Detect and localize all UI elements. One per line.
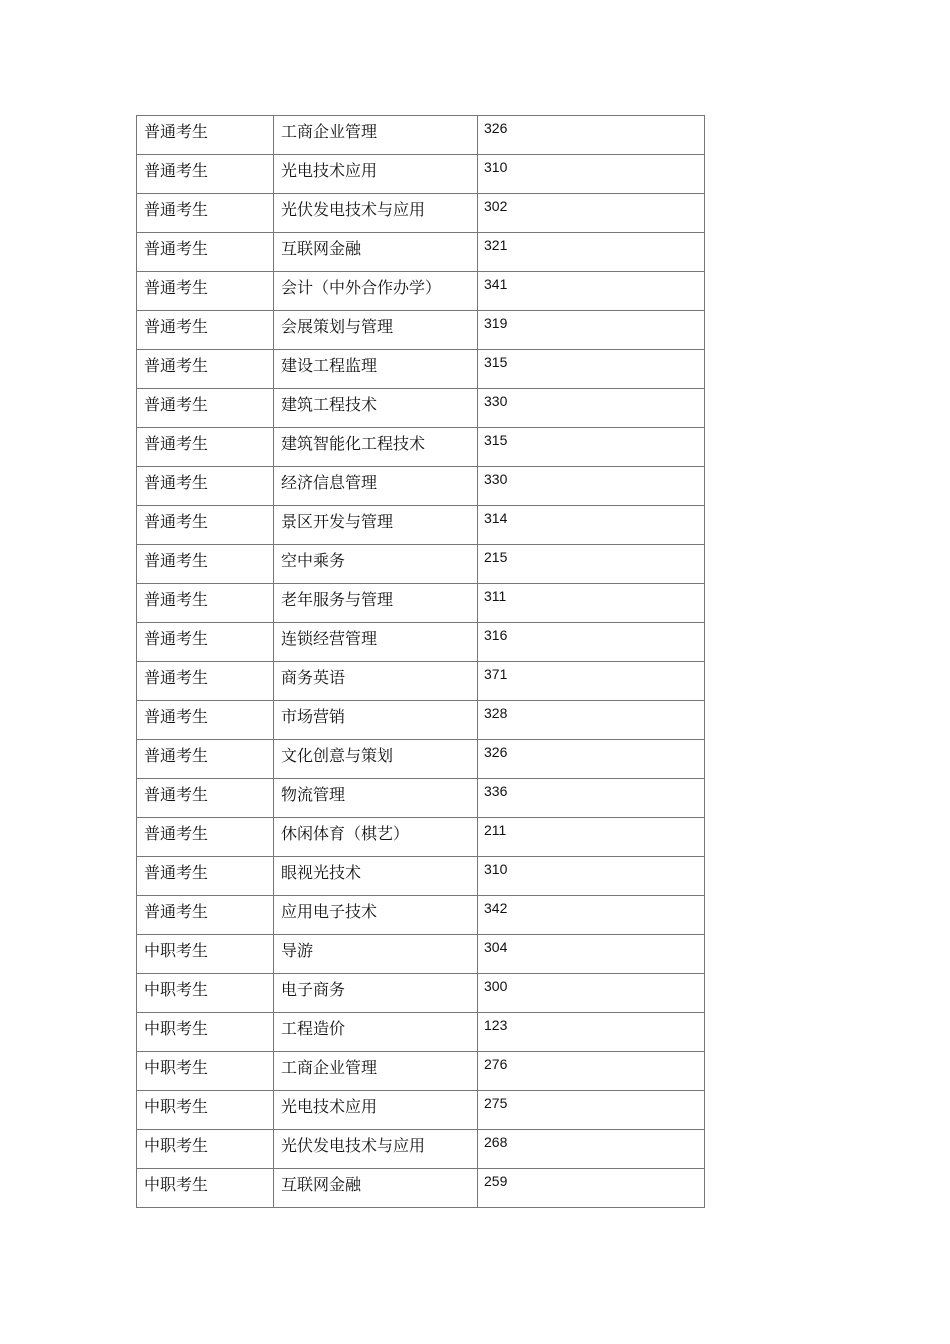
score-cell <box>478 116 705 155</box>
table-row <box>137 662 705 701</box>
score-text: 336 <box>484 783 508 799</box>
major-cell <box>274 194 478 233</box>
candidate-type-text: 普通考生 <box>144 551 209 570</box>
score-text: 311 <box>484 588 507 604</box>
score-cell <box>478 662 705 701</box>
table-row <box>137 623 705 662</box>
score-cell <box>478 935 705 974</box>
major-text: 工商企业管理 <box>281 1058 378 1077</box>
candidate-type-cell <box>137 818 274 857</box>
major-text: 建筑智能化工程技术 <box>281 434 426 453</box>
major-text: 互联网金融 <box>281 239 362 258</box>
candidate-type-cell <box>137 779 274 818</box>
major-cell <box>274 1052 478 1091</box>
candidate-type-cell <box>137 350 274 389</box>
candidate-type-text: 普通考生 <box>144 434 209 453</box>
candidate-type-cell <box>137 506 274 545</box>
score-cell <box>478 1052 705 1091</box>
candidate-type-text: 普通考生 <box>144 356 209 375</box>
score-cell <box>478 545 705 584</box>
major-text: 工商企业管理 <box>281 122 378 141</box>
candidate-type-text: 中职考生 <box>144 1097 209 1116</box>
score-cell <box>478 194 705 233</box>
major-text: 老年服务与管理 <box>281 590 394 609</box>
major-text: 休闲体育（棋艺） <box>281 824 410 843</box>
major-text: 应用电子技术 <box>281 902 378 921</box>
major-cell <box>274 1091 478 1130</box>
score-text: 330 <box>484 393 508 409</box>
score-text: 259 <box>484 1173 508 1189</box>
major-cell <box>274 506 478 545</box>
major-cell <box>274 701 478 740</box>
score-text: 310 <box>484 861 508 877</box>
table-row <box>137 935 705 974</box>
score-cell <box>478 701 705 740</box>
candidate-type-cell <box>137 272 274 311</box>
candidate-type-text: 普通考生 <box>144 785 209 804</box>
table-row <box>137 194 705 233</box>
score-cell <box>478 350 705 389</box>
score-table <box>136 115 705 1208</box>
score-text: 315 <box>484 354 508 370</box>
candidate-type-cell <box>137 1013 274 1052</box>
major-text: 互联网金融 <box>281 1175 362 1194</box>
table-row <box>137 350 705 389</box>
score-cell <box>478 779 705 818</box>
major-text: 眼视光技术 <box>281 863 362 882</box>
major-text: 文化创意与策划 <box>281 746 394 765</box>
score-text: 302 <box>484 198 508 214</box>
candidate-type-text: 普通考生 <box>144 239 209 258</box>
candidate-type-text: 普通考生 <box>144 473 209 492</box>
candidate-type-text: 普通考生 <box>144 707 209 726</box>
score-cell <box>478 311 705 350</box>
score-cell <box>478 1130 705 1169</box>
table-row <box>137 155 705 194</box>
candidate-type-text: 中职考生 <box>144 1175 209 1194</box>
candidate-type-text: 中职考生 <box>144 1136 209 1155</box>
score-cell <box>478 233 705 272</box>
table-row <box>137 545 705 584</box>
score-text: 315 <box>484 432 508 448</box>
score-text: 123 <box>484 1017 508 1033</box>
major-cell <box>274 233 478 272</box>
candidate-type-text: 普通考生 <box>144 161 209 180</box>
score-cell <box>478 428 705 467</box>
candidate-type-cell <box>137 1052 274 1091</box>
score-cell <box>478 584 705 623</box>
major-cell <box>274 1169 478 1208</box>
score-text: 268 <box>484 1134 508 1150</box>
major-text: 商务英语 <box>281 668 346 687</box>
candidate-type-cell <box>137 155 274 194</box>
score-cell <box>478 896 705 935</box>
score-cell <box>478 623 705 662</box>
score-text: 316 <box>484 627 508 643</box>
score-text: 314 <box>484 510 508 526</box>
major-cell <box>274 1013 478 1052</box>
candidate-type-text: 普通考生 <box>144 746 209 765</box>
table-row <box>137 311 705 350</box>
major-cell <box>274 428 478 467</box>
major-cell <box>274 779 478 818</box>
candidate-type-cell <box>137 1091 274 1130</box>
major-cell <box>274 467 478 506</box>
table-row <box>137 974 705 1013</box>
major-cell <box>274 584 478 623</box>
major-text: 光电技术应用 <box>281 1097 378 1116</box>
score-text: 341 <box>484 276 508 292</box>
candidate-type-text: 普通考生 <box>144 824 209 843</box>
major-cell <box>274 974 478 1013</box>
score-text: 342 <box>484 900 508 916</box>
major-text: 工程造价 <box>281 1019 346 1038</box>
candidate-type-text: 中职考生 <box>144 1058 209 1077</box>
score-text: 211 <box>484 822 507 838</box>
major-text: 会展策划与管理 <box>281 317 394 336</box>
score-cell <box>478 1091 705 1130</box>
score-cell <box>478 818 705 857</box>
major-text: 电子商务 <box>281 980 346 999</box>
candidate-type-cell <box>137 233 274 272</box>
table-row <box>137 1052 705 1091</box>
candidate-type-cell <box>137 545 274 584</box>
candidate-type-cell <box>137 1169 274 1208</box>
score-cell <box>478 974 705 1013</box>
major-text: 光伏发电技术与应用 <box>281 1136 426 1155</box>
score-cell <box>478 155 705 194</box>
candidate-type-cell <box>137 584 274 623</box>
score-text: 275 <box>484 1095 508 1111</box>
major-text: 市场营销 <box>281 707 346 726</box>
score-text: 330 <box>484 471 508 487</box>
score-text: 300 <box>484 978 508 994</box>
major-text: 建设工程监理 <box>281 356 378 375</box>
major-cell <box>274 896 478 935</box>
candidate-type-cell <box>137 623 274 662</box>
table-row <box>137 818 705 857</box>
candidate-type-cell <box>137 896 274 935</box>
candidate-type-text: 普通考生 <box>144 668 209 687</box>
candidate-type-text: 普通考生 <box>144 902 209 921</box>
table-row <box>137 389 705 428</box>
major-text: 会计（中外合作办学） <box>281 278 442 297</box>
candidate-type-cell <box>137 389 274 428</box>
table-body <box>137 116 705 1208</box>
score-text: 215 <box>484 549 508 565</box>
candidate-type-text: 中职考生 <box>144 941 209 960</box>
major-cell <box>274 272 478 311</box>
candidate-type-cell <box>137 116 274 155</box>
major-text: 导游 <box>281 941 314 960</box>
major-text: 经济信息管理 <box>281 473 378 492</box>
table-row <box>137 116 705 155</box>
major-text: 物流管理 <box>281 785 346 804</box>
table-row <box>137 779 705 818</box>
score-text: 321 <box>484 237 508 253</box>
score-text: 319 <box>484 315 508 331</box>
major-cell <box>274 1130 478 1169</box>
major-cell <box>274 857 478 896</box>
candidate-type-cell <box>137 935 274 974</box>
candidate-type-text: 普通考生 <box>144 122 209 141</box>
score-text: 310 <box>484 159 508 175</box>
table-row <box>137 467 705 506</box>
candidate-type-cell <box>137 428 274 467</box>
table-row <box>137 857 705 896</box>
table-row <box>137 1013 705 1052</box>
candidate-type-cell <box>137 740 274 779</box>
major-text: 光电技术应用 <box>281 161 378 180</box>
table-row <box>137 506 705 545</box>
major-cell <box>274 311 478 350</box>
major-text: 空中乘务 <box>281 551 346 570</box>
candidate-type-cell <box>137 974 274 1013</box>
major-cell <box>274 740 478 779</box>
score-text: 371 <box>484 666 508 682</box>
candidate-type-text: 普通考生 <box>144 512 209 531</box>
candidate-type-text: 中职考生 <box>144 980 209 999</box>
score-cell <box>478 506 705 545</box>
major-cell <box>274 116 478 155</box>
major-cell <box>274 935 478 974</box>
candidate-type-text: 中职考生 <box>144 1019 209 1038</box>
score-text: 326 <box>484 744 508 760</box>
table-row <box>137 701 705 740</box>
table-row <box>137 740 705 779</box>
score-text: 328 <box>484 705 508 721</box>
candidate-type-text: 普通考生 <box>144 278 209 297</box>
major-cell <box>274 623 478 662</box>
candidate-type-cell <box>137 857 274 896</box>
score-cell <box>478 857 705 896</box>
table-row <box>137 584 705 623</box>
candidate-type-text: 普通考生 <box>144 629 209 648</box>
table-row <box>137 233 705 272</box>
score-cell <box>478 740 705 779</box>
candidate-type-cell <box>137 1130 274 1169</box>
candidate-type-cell <box>137 194 274 233</box>
table-row <box>137 1130 705 1169</box>
major-cell <box>274 545 478 584</box>
major-text: 光伏发电技术与应用 <box>281 200 426 219</box>
major-cell <box>274 818 478 857</box>
table-row <box>137 272 705 311</box>
candidate-type-cell <box>137 662 274 701</box>
major-text: 景区开发与管理 <box>281 512 394 531</box>
score-text: 276 <box>484 1056 508 1072</box>
major-cell <box>274 389 478 428</box>
table-row <box>137 896 705 935</box>
table-row <box>137 1169 705 1208</box>
candidate-type-text: 普通考生 <box>144 590 209 609</box>
major-text: 连锁经营管理 <box>281 629 378 648</box>
table-row <box>137 428 705 467</box>
score-text: 304 <box>484 939 508 955</box>
major-text: 建筑工程技术 <box>281 395 378 414</box>
major-cell <box>274 662 478 701</box>
candidate-type-text: 普通考生 <box>144 200 209 219</box>
score-text: 326 <box>484 120 508 136</box>
major-cell <box>274 155 478 194</box>
candidate-type-text: 普通考生 <box>144 317 209 336</box>
score-cell <box>478 1013 705 1052</box>
candidate-type-text: 普通考生 <box>144 863 209 882</box>
score-cell <box>478 467 705 506</box>
table-row <box>137 1091 705 1130</box>
candidate-type-cell <box>137 467 274 506</box>
score-cell <box>478 1169 705 1208</box>
score-cell <box>478 272 705 311</box>
major-cell <box>274 350 478 389</box>
score-cell <box>478 389 705 428</box>
candidate-type-cell <box>137 311 274 350</box>
candidate-type-cell <box>137 701 274 740</box>
candidate-type-text: 普通考生 <box>144 395 209 414</box>
